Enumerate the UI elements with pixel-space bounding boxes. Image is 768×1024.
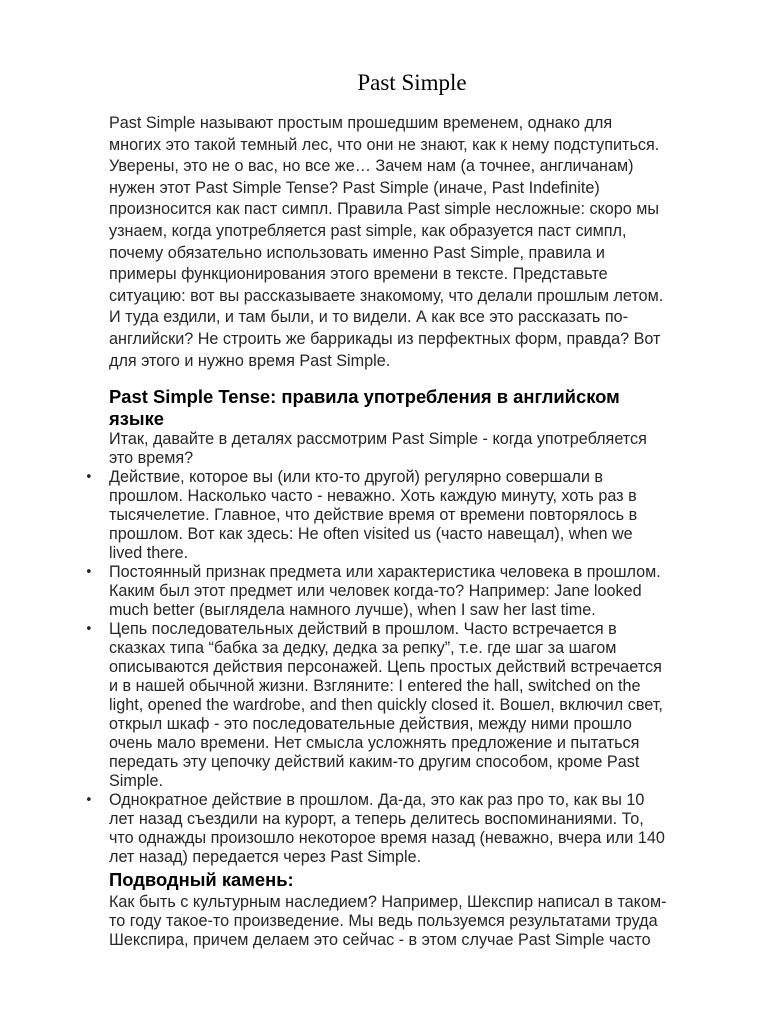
text-line: Однократное действие в прошлом. Да-да, это как раз про то, как вы 10 [109,791,645,809]
text-line: Как быть с культурным наследием? Например, Шекспир написал в таком- [109,893,667,911]
heading-line: Past Simple Tense: правила употребления в английском [109,386,620,407]
text-line: для этого и нужно время Past Simple. [109,351,391,370]
usage-bullet-list [85,468,715,867]
text-line: прошлом. Насколько часто - неважно. Хоть каждую минуту, хоть раз в [109,487,637,505]
text-line: Simple. [109,772,163,790]
text-line: lived there. [109,544,189,562]
text-line: лет назад) передается через Past Simple. [109,848,422,866]
text-line: ситуацию: вот вы рассказываете знакомому, что делали прошлым летом. [109,286,664,305]
text-line: очень мало времени. Нет смысла усложнять предложение и пытаться [109,734,640,752]
text-line: Итак, давайте в деталях рассмотрим Past Simple - когда употребляется [109,430,647,448]
heading-line: языке [109,408,165,429]
text-line: Действие, которое вы (или кто-то другой) регулярно совершали в [109,468,603,486]
text-line: тысячелетие. Главное, что действие время от времени повторялось в [109,506,638,524]
text-line: И туда ездили, и там были, и то видели. А как все это рассказать по- [109,308,628,327]
text-line: Шекспира, причем делаем это сейчас - в этом случае Past Simple часто [109,931,651,949]
text-line: light, opened the wardrobe, and then quickly closed it. Вошел, включил свет, [109,696,663,714]
text-line: лет назад съездили на курорт, а теперь делитесь воспоминаниями. То, [109,810,644,828]
section-heading-pitfall: Подводный камень: [109,869,294,890]
bullet-icon: • [85,565,93,580]
text-line: это время? [109,449,194,467]
text-line: Уверены, это не о вас, но все же… Зачем нам (а точнее, англичанам) [109,157,634,176]
bullet-icon: • [85,470,93,485]
text-line: почему обязательно использовать именно Past Simple, правила и [109,243,605,262]
text-line: произносится как паст симпл. Правила Past simple несложные: скоро мы [109,200,660,219]
pitfall-paragraph [109,893,721,950]
list-item [85,620,715,791]
section-lead-paragraph [109,430,714,468]
text-line: Постоянный признак предмета или характеристика человека в прошлом. [109,563,661,581]
text-line: примеры функционирования этого времени в тексте. Представьте [109,265,608,284]
text-line: Цепь последовательных действий в прошлом. Часто встречается в [109,620,617,638]
bullet-icon: • [85,793,93,808]
text-line: то году такое-то произведение. Мы ведь пользуемся результатами труда [109,912,658,930]
text-line: нужен этот Past Simple Tense? Past Simple (иначе, Past Indefinite) [109,178,600,197]
text-line: Каким был этот предмет или человек когда-то? Например: Jane looked [109,582,642,600]
text-line: английски? Не строить же баррикады из перфектных форм, правда? Вот [109,329,661,348]
text-line: узнаем, когда употребляется past simple, как образуется паст симпл, [109,221,627,240]
text-line: сказках типа “бабка за дедку, дедка за репку”, т.е. где шаг за шагом [109,639,617,657]
text-line: описываются действия персонажей. Цепь простых действий встречается [109,658,662,676]
list-item [85,468,715,563]
text-line: открыл шкаф - это последовательные действия, между ними прошло [109,715,632,733]
bullet-icon: • [85,622,93,637]
intro-paragraph [109,113,721,372]
section-heading-usage-rules [109,386,719,430]
text-line: передать эту цепочку действий каким-то другим способом, кроме Past [109,753,640,771]
text-line: что однажды произошло некоторое время назад (неважно, вчера или 140 [109,829,665,847]
text-line: Past Simple называют простым прошедшим временем, однако для [109,114,613,132]
text-line: многих это такой темный лес, что они не знают, как к нему подступиться. [109,135,660,154]
text-line: прошлом. Вот как здесь: He often visited us (часто навещал), when we [109,525,633,543]
text-line: и в нашей обычной жизни. Взгляните: I entered the hall, switched on the [109,677,641,695]
list-item [85,791,715,867]
page-title: Past Simple [357,70,467,95]
list-item [85,563,715,620]
text-line: much better (выглядела намного лучше), when I saw her last time. [109,601,596,619]
